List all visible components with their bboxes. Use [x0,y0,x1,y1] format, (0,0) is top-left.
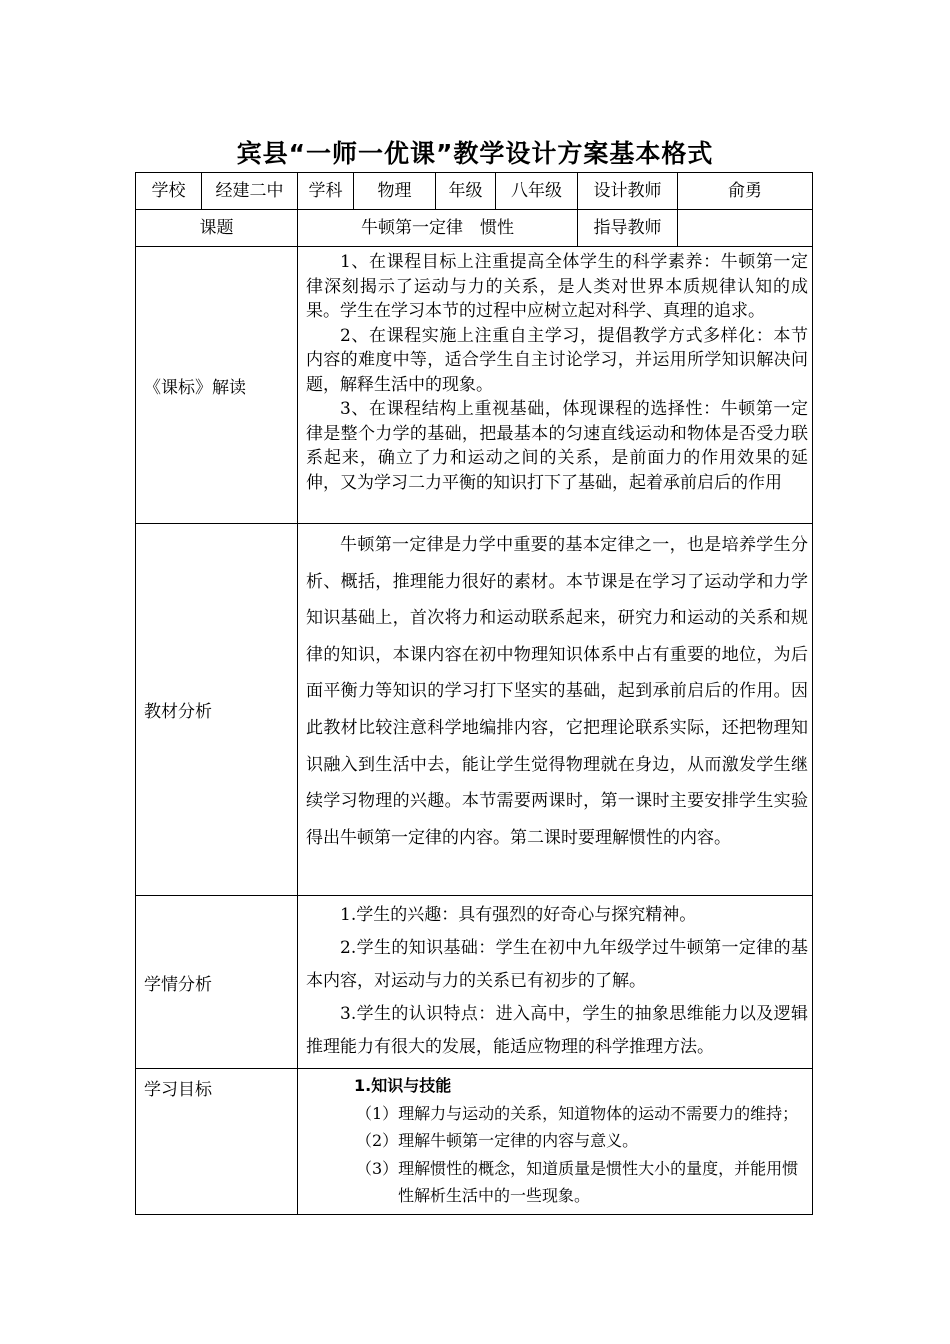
header-row-2 [136,210,813,247]
learner-paragraph-1: 1.学生的兴趣：具有强烈的好奇心与探究精神。 [340,905,697,925]
grade-value: 八年级 [496,173,578,210]
curriculum-content [298,247,813,524]
objective-item-1: （1）理解力与运动的关系，知道物体的运动不需要力的维持； [356,1103,799,1123]
school-label: 学校 [136,173,202,210]
objective-item-2: （2）理解牛顿第一定律的内容与意义。 [356,1131,639,1150]
objective-item-3: （3）理解惯性的概念，知道质量是惯性大小的量度，并能用惯性解析生活中的一些现象。 [356,1158,799,1205]
objectives-row [136,1069,813,1215]
textbook-label: 教材分析 [136,524,298,896]
objectives-content [298,1069,813,1215]
learner-paragraph-2: 2.学生的知识基础：学生在初中九年级学过牛顿第一定律的基本内容，对运动与力的关系已有初步的了解。 [306,938,808,991]
designer-label: 设计教师 [578,173,678,210]
curriculum-paragraph-2: 2、在课程实施上注重自主学习，提倡教学方式多样化：本节内容的难度中等，适合学生自主讨论学习，并运用所学知识解决问题，解释生活中的现象。 [306,325,808,395]
learner-content [298,896,813,1069]
topic-label: 课题 [136,210,298,247]
topic-value: 牛顿第一定律 惯性 [298,210,578,247]
header-row-1 [136,173,813,210]
advisor-value [678,210,813,247]
objectives-subheading: 1.知识与技能 [354,1076,452,1095]
subject-value: 物理 [354,173,436,210]
subject-label: 学科 [298,173,354,210]
objectives-label: 学习目标 [136,1069,298,1215]
textbook-content [298,524,813,896]
curriculum-label: 《课标》解读 [136,247,298,524]
document-title: 宾县“一师一优课”教学设计方案基本格式 [236,139,714,168]
learner-paragraph-3: 3.学生的认识特点：进入高中，学生的抽象思维能力以及逻辑推理能力有很大的发展，能适应物理的科学推理方法。 [306,1004,808,1057]
grade-label: 年级 [436,173,496,210]
school-value: 经建二中 [202,173,298,210]
advisor-label: 指导教师 [578,210,678,247]
learner-label: 学情分析 [136,896,298,1069]
designer-value: 俞勇 [678,173,813,210]
curriculum-paragraph-1: 1、在课程目标上注重提高全体学生的科学素养：牛顿第一定律深刻揭示了运动与力的关系，是人类对世界本质规律认知的成果。学生在学习本节的过程中应树立起对科学、真理的追求。 [306,252,808,321]
learner-row [136,896,813,1069]
textbook-paragraph-1: 牛顿第一定律是力学中重要的基本定律之一，也是培养学生分析、概括，推理能力很好的素材。本节课是在学习了运动学和力学知识基础上，首次将力和运动联系起来，研究力和运动的关系和规律的知识，本课内容在初中物理知识体系中占有重要的地位，为后面平衡力等知识的学习打下坚实的基础，起到承前启后的作用。因此教材比较注意科学地编排内容，它把理论联系实际，还把物理知识融入到生活中去，能让学生觉得物理就在身边，从而激发学生继续学习物理的兴趣。本节需要两课时，第一课时主要安排学生实验得出牛顿第一定律的内容。第二课时要理解惯性的内容。 [306,535,808,848]
lesson-plan-table [135,172,813,1215]
textbook-row [136,524,813,896]
curriculum-paragraph-3: 3、在课程结构上重视基础，体现课程的选择性：牛顿第一定律是整个力学的基础，把最基本的匀速直线运动和物体是否受力联系起来，确立了力和运动之间的关系，是前面力的作用效果的延伸，又为学习二力平衡的知识打下了基础，起着承前启后的作用 [306,399,808,493]
curriculum-row [136,247,813,524]
